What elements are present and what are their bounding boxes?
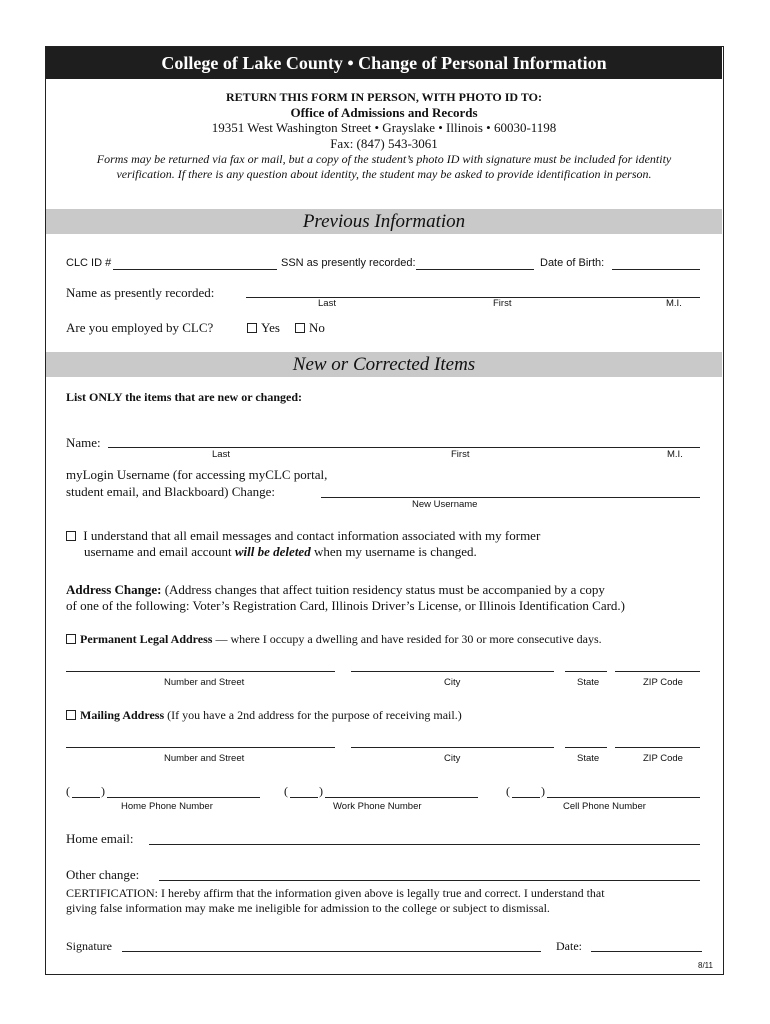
signature-field[interactable] <box>122 951 541 952</box>
home-phone-caption: Home Phone Number <box>121 801 213 812</box>
ssn-label: SSN as presently recorded: <box>281 257 416 269</box>
home-email-field[interactable] <box>149 844 700 845</box>
form-title: College of Lake County • Change of Personal Information <box>46 47 722 79</box>
understand-checkbox[interactable] <box>66 531 76 541</box>
present-name-first: First <box>493 298 512 309</box>
address-change-label: Address Change: <box>66 582 162 597</box>
home-phone-open-paren: ( <box>66 784 70 798</box>
permanent-street-field[interactable] <box>66 671 335 672</box>
permanent-label: Permanent Legal Address <box>80 632 213 646</box>
no-checkbox[interactable] <box>295 323 305 333</box>
permanent-address-line <box>66 632 602 647</box>
cell-area-code-field[interactable] <box>512 797 540 798</box>
employed-label: Are you employed by CLC? <box>66 320 214 335</box>
mailing-state-field[interactable] <box>565 747 607 748</box>
return-note-line2: verification. If there is any question about identity, the student may be asked to provide identification in person. <box>116 167 652 181</box>
work-phone-field[interactable] <box>325 797 478 798</box>
understand-text-2a: username and email account <box>84 544 235 559</box>
permanent-desc: — where I occupy a dwelling and have resided for 30 or more consecutive days. <box>212 632 602 646</box>
present-name-label: Name as presently recorded: <box>66 285 215 300</box>
work-area-code-field[interactable] <box>290 797 318 798</box>
mailing-desc: (If you have a 2nd address for the purpose of receiving mail.) <box>164 708 462 722</box>
cell-phone-caption: Cell Phone Number <box>563 801 646 812</box>
yes-checkbox[interactable] <box>247 323 257 333</box>
mailing-city-field[interactable] <box>351 747 554 748</box>
permanent-zip-field[interactable] <box>615 671 700 672</box>
new-name-field[interactable] <box>108 447 700 448</box>
signature-label: Signature <box>66 939 112 953</box>
new-username-field[interactable] <box>321 497 700 498</box>
understand-line1 <box>66 528 540 544</box>
previous-info-heading: Previous Information <box>46 209 722 234</box>
mailing-zip-caption: ZIP Code <box>643 753 683 764</box>
mylogin-label-line2: student email, and Blackboard) Change: <box>66 484 276 499</box>
new-username-caption: New Username <box>412 499 478 510</box>
mailing-state-caption: State <box>577 753 600 764</box>
new-name-mi: M.I. <box>667 449 683 460</box>
new-items-heading: New or Corrected Items <box>46 352 722 377</box>
home-phone-close-paren: ) <box>101 784 105 798</box>
cell-phone-open-paren: ( <box>506 784 510 798</box>
date-label: Date: <box>556 939 582 953</box>
mylogin-label-line1: myLogin Username (for accessing myCLC portal, <box>66 467 328 482</box>
dob-field[interactable] <box>612 269 700 270</box>
work-phone-open-paren: ( <box>284 784 288 798</box>
form-version: 8/11 <box>698 961 713 970</box>
permanent-state-field[interactable] <box>565 671 607 672</box>
permanent-street-caption: Number and Street <box>164 677 245 688</box>
present-name-field[interactable] <box>246 297 700 298</box>
office-address: 19351 West Washington Street • Grayslake • Illinois • 60030-1198 <box>211 120 557 135</box>
mailing-checkbox[interactable] <box>66 710 76 720</box>
home-phone-field[interactable] <box>107 797 260 798</box>
cell-phone-field[interactable] <box>547 797 700 798</box>
address-change-line2: of one of the following: Voter’s Registration Card, Illinois Driver’s License, or Illinois Identification Card.) <box>66 598 626 613</box>
permanent-city-caption: City <box>444 677 461 688</box>
understand-text-2b: when my username is changed. <box>310 544 477 559</box>
work-phone-caption: Work Phone Number <box>333 801 422 812</box>
return-instructions: RETURN THIS FORM IN PERSON, WITH PHOTO ID TO: <box>226 90 542 104</box>
certification-line1: CERTIFICATION: I hereby affirm that the information given above is legally true and correct. I understand that <box>66 886 605 900</box>
mailing-street-caption: Number and Street <box>164 753 245 764</box>
other-change-label: Other change: <box>66 867 140 882</box>
mailing-street-field[interactable] <box>66 747 335 748</box>
understand-line2 <box>84 544 477 560</box>
work-phone-close-paren: ) <box>319 784 323 798</box>
employed-yes-option[interactable] <box>247 320 280 336</box>
permanent-city-field[interactable] <box>351 671 554 672</box>
clc-id-label: CLC ID # <box>66 257 112 269</box>
present-name-last: Last <box>318 298 336 309</box>
permanent-checkbox[interactable] <box>66 634 76 644</box>
cell-phone-close-paren: ) <box>541 784 545 798</box>
new-name-first: First <box>451 449 470 460</box>
new-name-label: Name: <box>66 435 101 450</box>
understand-emphasis: will be deleted <box>234 544 311 559</box>
return-note-line1: Forms may be returned via fax or mail, but a copy of the student’s photo ID with signature must be included for identity <box>96 152 672 166</box>
permanent-zip-caption: ZIP Code <box>643 677 683 688</box>
list-only-instruction: List ONLY the items that are new or changed: <box>66 390 302 404</box>
mailing-city-caption: City <box>444 753 461 764</box>
present-name-mi: M.I. <box>666 298 682 309</box>
office-fax: Fax: (847) 543-3061 <box>330 136 438 151</box>
ssn-field[interactable] <box>416 269 534 270</box>
certification-line2: giving false information may make me ineligible for admission to the college or subject to dismissal. <box>66 901 550 915</box>
other-change-field[interactable] <box>159 880 700 881</box>
dob-label: Date of Birth: <box>540 257 605 269</box>
home-area-code-field[interactable] <box>72 797 100 798</box>
no-label: No <box>309 320 325 335</box>
permanent-state-caption: State <box>577 677 600 688</box>
mailing-zip-field[interactable] <box>615 747 700 748</box>
understand-text-1: I understand that all email messages and contact information associated with my former <box>83 528 541 543</box>
change-of-information-form <box>45 46 724 975</box>
home-email-label: Home email: <box>66 831 134 846</box>
mailing-label: Mailing Address <box>80 708 165 722</box>
yes-label: Yes <box>261 320 280 335</box>
clc-id-field[interactable] <box>113 269 277 270</box>
new-name-last: Last <box>212 449 230 460</box>
date-field[interactable] <box>591 951 702 952</box>
mailing-address-line <box>66 708 462 723</box>
office-name: Office of Admissions and Records <box>290 105 478 120</box>
address-change-line1 <box>66 582 605 598</box>
employed-no-option[interactable] <box>295 320 325 336</box>
address-change-text-1: (Address changes that affect tuition residency status must be accompanied by a copy <box>161 582 605 597</box>
